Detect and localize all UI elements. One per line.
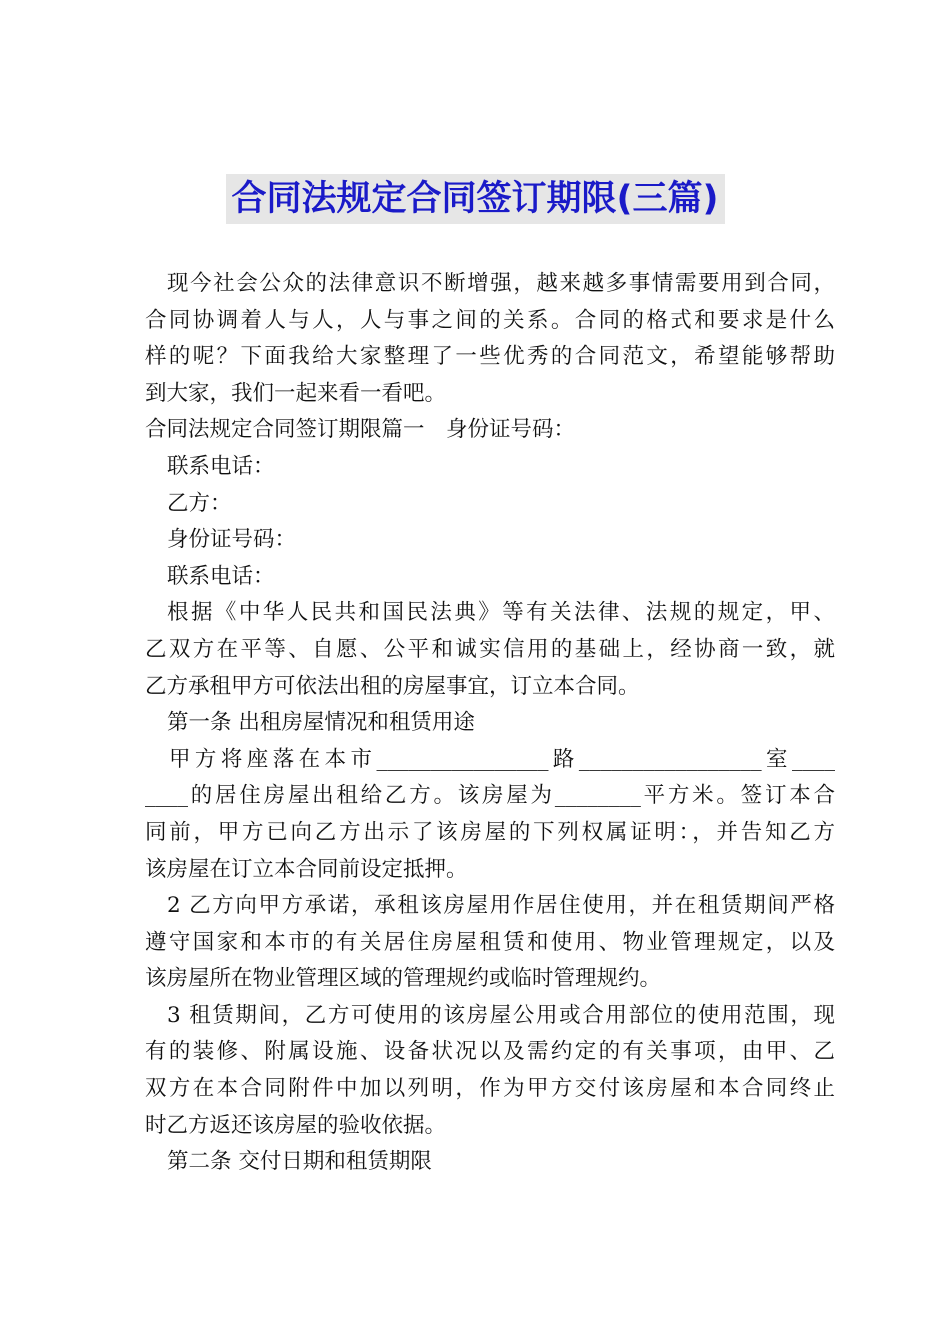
body-line: 第二条 交付日期和租赁期限 <box>167 1149 432 1175</box>
body-line: 3 租赁期间，乙方可使用的该房屋公用或合用部位的使用范围，现 <box>167 1002 835 1028</box>
body-line: 有的装修、附属设施、设备状况以及需约定的有关事项，由甲、乙 <box>145 1039 835 1065</box>
body-line: 样的呢？下面我给大家整理了一些优秀的合同范文，希望能够帮助 <box>145 344 835 370</box>
body-line: 该房屋在订立本合同前设定抵押。 <box>145 856 468 882</box>
body-line: 2 乙方向甲方承诺，承租该房屋用作居住使用，并在租赁期间严格 <box>167 893 835 919</box>
body-line: 双方在本合同附件中加以列明，作为甲方交付该房屋和本合同终止 <box>145 1076 835 1102</box>
body-line: 乙方： <box>167 490 232 516</box>
document-body <box>145 266 835 1181</box>
body-line: 到大家，我们一起来看一看吧。 <box>145 380 447 406</box>
body-line: 甲方将座落在本市________________路_________________室____ <box>169 746 835 772</box>
body-line: 根据《中华人民共和国民法典》等有关法律、法规的规定，甲、 <box>167 600 835 626</box>
body-line: 乙方承租甲方可依法出租的房屋事宜，订立本合同。 <box>145 673 640 699</box>
body-line: 遵守国家和本市的有关居住房屋租赁和使用、物业管理规定，以及 <box>145 929 835 955</box>
body-line: 该房屋所在物业管理区域的管理规约或临时管理规约。 <box>145 966 662 992</box>
body-line: 第一条 出租房屋情况和租赁用途 <box>167 710 475 736</box>
body-line: 联系电话： <box>167 453 275 479</box>
body-line: 合同协调着人与人，人与事之间的关系。合同的格式和要求是什么 <box>145 307 835 333</box>
body-line: 合同法规定合同签订期限篇一 身份证号码： <box>145 417 576 443</box>
body-line: ____的居住房屋出租给乙方。该房屋为________平方米。签订本合 <box>145 783 835 809</box>
document-title: 合同法规定合同签订期限(三篇) <box>226 174 725 224</box>
body-line: 身份证号码： <box>167 527 297 553</box>
body-line: 同前，甲方已向乙方出示了该房屋的下列权属证明：，并告知乙方 <box>145 819 835 845</box>
body-line: 现今社会公众的法律意识不断增强，越来越多事情需要用到合同， <box>167 271 835 296</box>
body-line: 联系电话： <box>167 563 275 589</box>
body-line: 乙双方在平等、自愿、公平和诚实信用的基础上，经协商一致，就 <box>145 636 835 662</box>
title-container <box>0 174 950 224</box>
body-line: 时乙方返还该房屋的验收依据。 <box>145 1112 447 1138</box>
